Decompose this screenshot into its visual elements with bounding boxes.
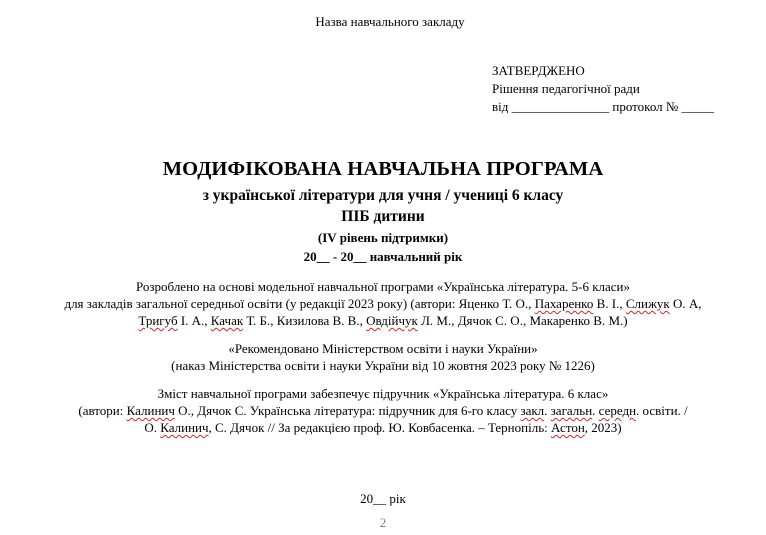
document-title: МОДИФІКОВАНА НАВЧАЛЬНА ПРОГРАМА <box>162 158 604 180</box>
developed-line-1: Розроблено на основі модельної навчальної програми «Українська література. 5-6 класи» <box>135 279 630 294</box>
approval-heading: ЗАТВЕРДЖЕНО <box>492 63 585 78</box>
content-line-1: Зміст навчальної програми забезпечує підручник «Українська література. 6 клас» <box>157 386 609 401</box>
recommended-paragraph <box>0 340 766 374</box>
text: І. А., <box>177 313 211 328</box>
text: . <box>544 403 551 418</box>
spellcheck-word: закл <box>520 403 545 418</box>
recommended-line-1: «Рекомендовано Міністерством освіти і науки України» <box>228 341 538 356</box>
support-level: (IV рівень підтримки) <box>317 230 449 245</box>
developed-line-2 <box>0 295 766 312</box>
text: Л. М., Дячок С. О., Макаренко В. М.) <box>417 313 628 328</box>
text: для закладів загальної середньої освіти (у редакції 2023 року) (автори: Яценко Т. О., <box>64 296 535 311</box>
spellcheck-word: Качак <box>210 313 244 328</box>
spellcheck-word: Пахаренко <box>534 296 594 311</box>
developed-line-3 <box>0 312 766 329</box>
text: В. І., <box>593 296 626 311</box>
academic-year: 20__ - 20__ навчальний рік <box>303 249 463 264</box>
recommended-line-2: (наказ Міністерства освіти і науки України від 10 жовтня 2023 року № 1226) <box>171 358 595 373</box>
approval-council: Рішення педагогічної ради <box>492 81 640 96</box>
content-paragraph <box>0 385 766 436</box>
content-line-2 <box>0 402 766 419</box>
text: . <box>592 403 599 418</box>
text: , С. Дячок // За редакцією проф. Ю. Ковбасенка. – Тернопіль: <box>208 420 551 435</box>
text: . освіти. / <box>636 403 688 418</box>
developed-paragraph <box>0 278 766 329</box>
spellcheck-word: Слижук <box>625 296 670 311</box>
spellcheck-word: Астон <box>550 420 585 435</box>
approval-protocol: від _______________ протокол № _____ <box>492 99 715 114</box>
footer-year: 20__ рік <box>360 491 406 506</box>
content-line-3 <box>0 419 766 436</box>
spellcheck-word: Тригуб <box>138 313 178 328</box>
text: (автори: <box>78 403 127 418</box>
spellcheck-word: середн <box>598 403 637 418</box>
spellcheck-word: загальн <box>550 403 593 418</box>
text: О. А, <box>669 296 702 311</box>
text: , 2023) <box>584 420 622 435</box>
spellcheck-word: Калинич <box>160 420 209 435</box>
text: Т. Б., Кизилова В. В., <box>243 313 367 328</box>
spellcheck-word: Овдійчук <box>366 313 418 328</box>
student-name: ПІБ дитини <box>341 208 425 225</box>
text: О., Дячок С. Українська література: підручник для 6-го класу <box>174 403 521 418</box>
document-subtitle: з української літератури для учня / учениці 6 класу <box>202 187 564 204</box>
text: О. <box>144 420 161 435</box>
page-number: 2 <box>379 515 387 530</box>
approval-block <box>492 62 714 116</box>
spellcheck-word: Калинич <box>126 403 175 418</box>
institution-name: Назва навчального закладу <box>315 14 465 29</box>
